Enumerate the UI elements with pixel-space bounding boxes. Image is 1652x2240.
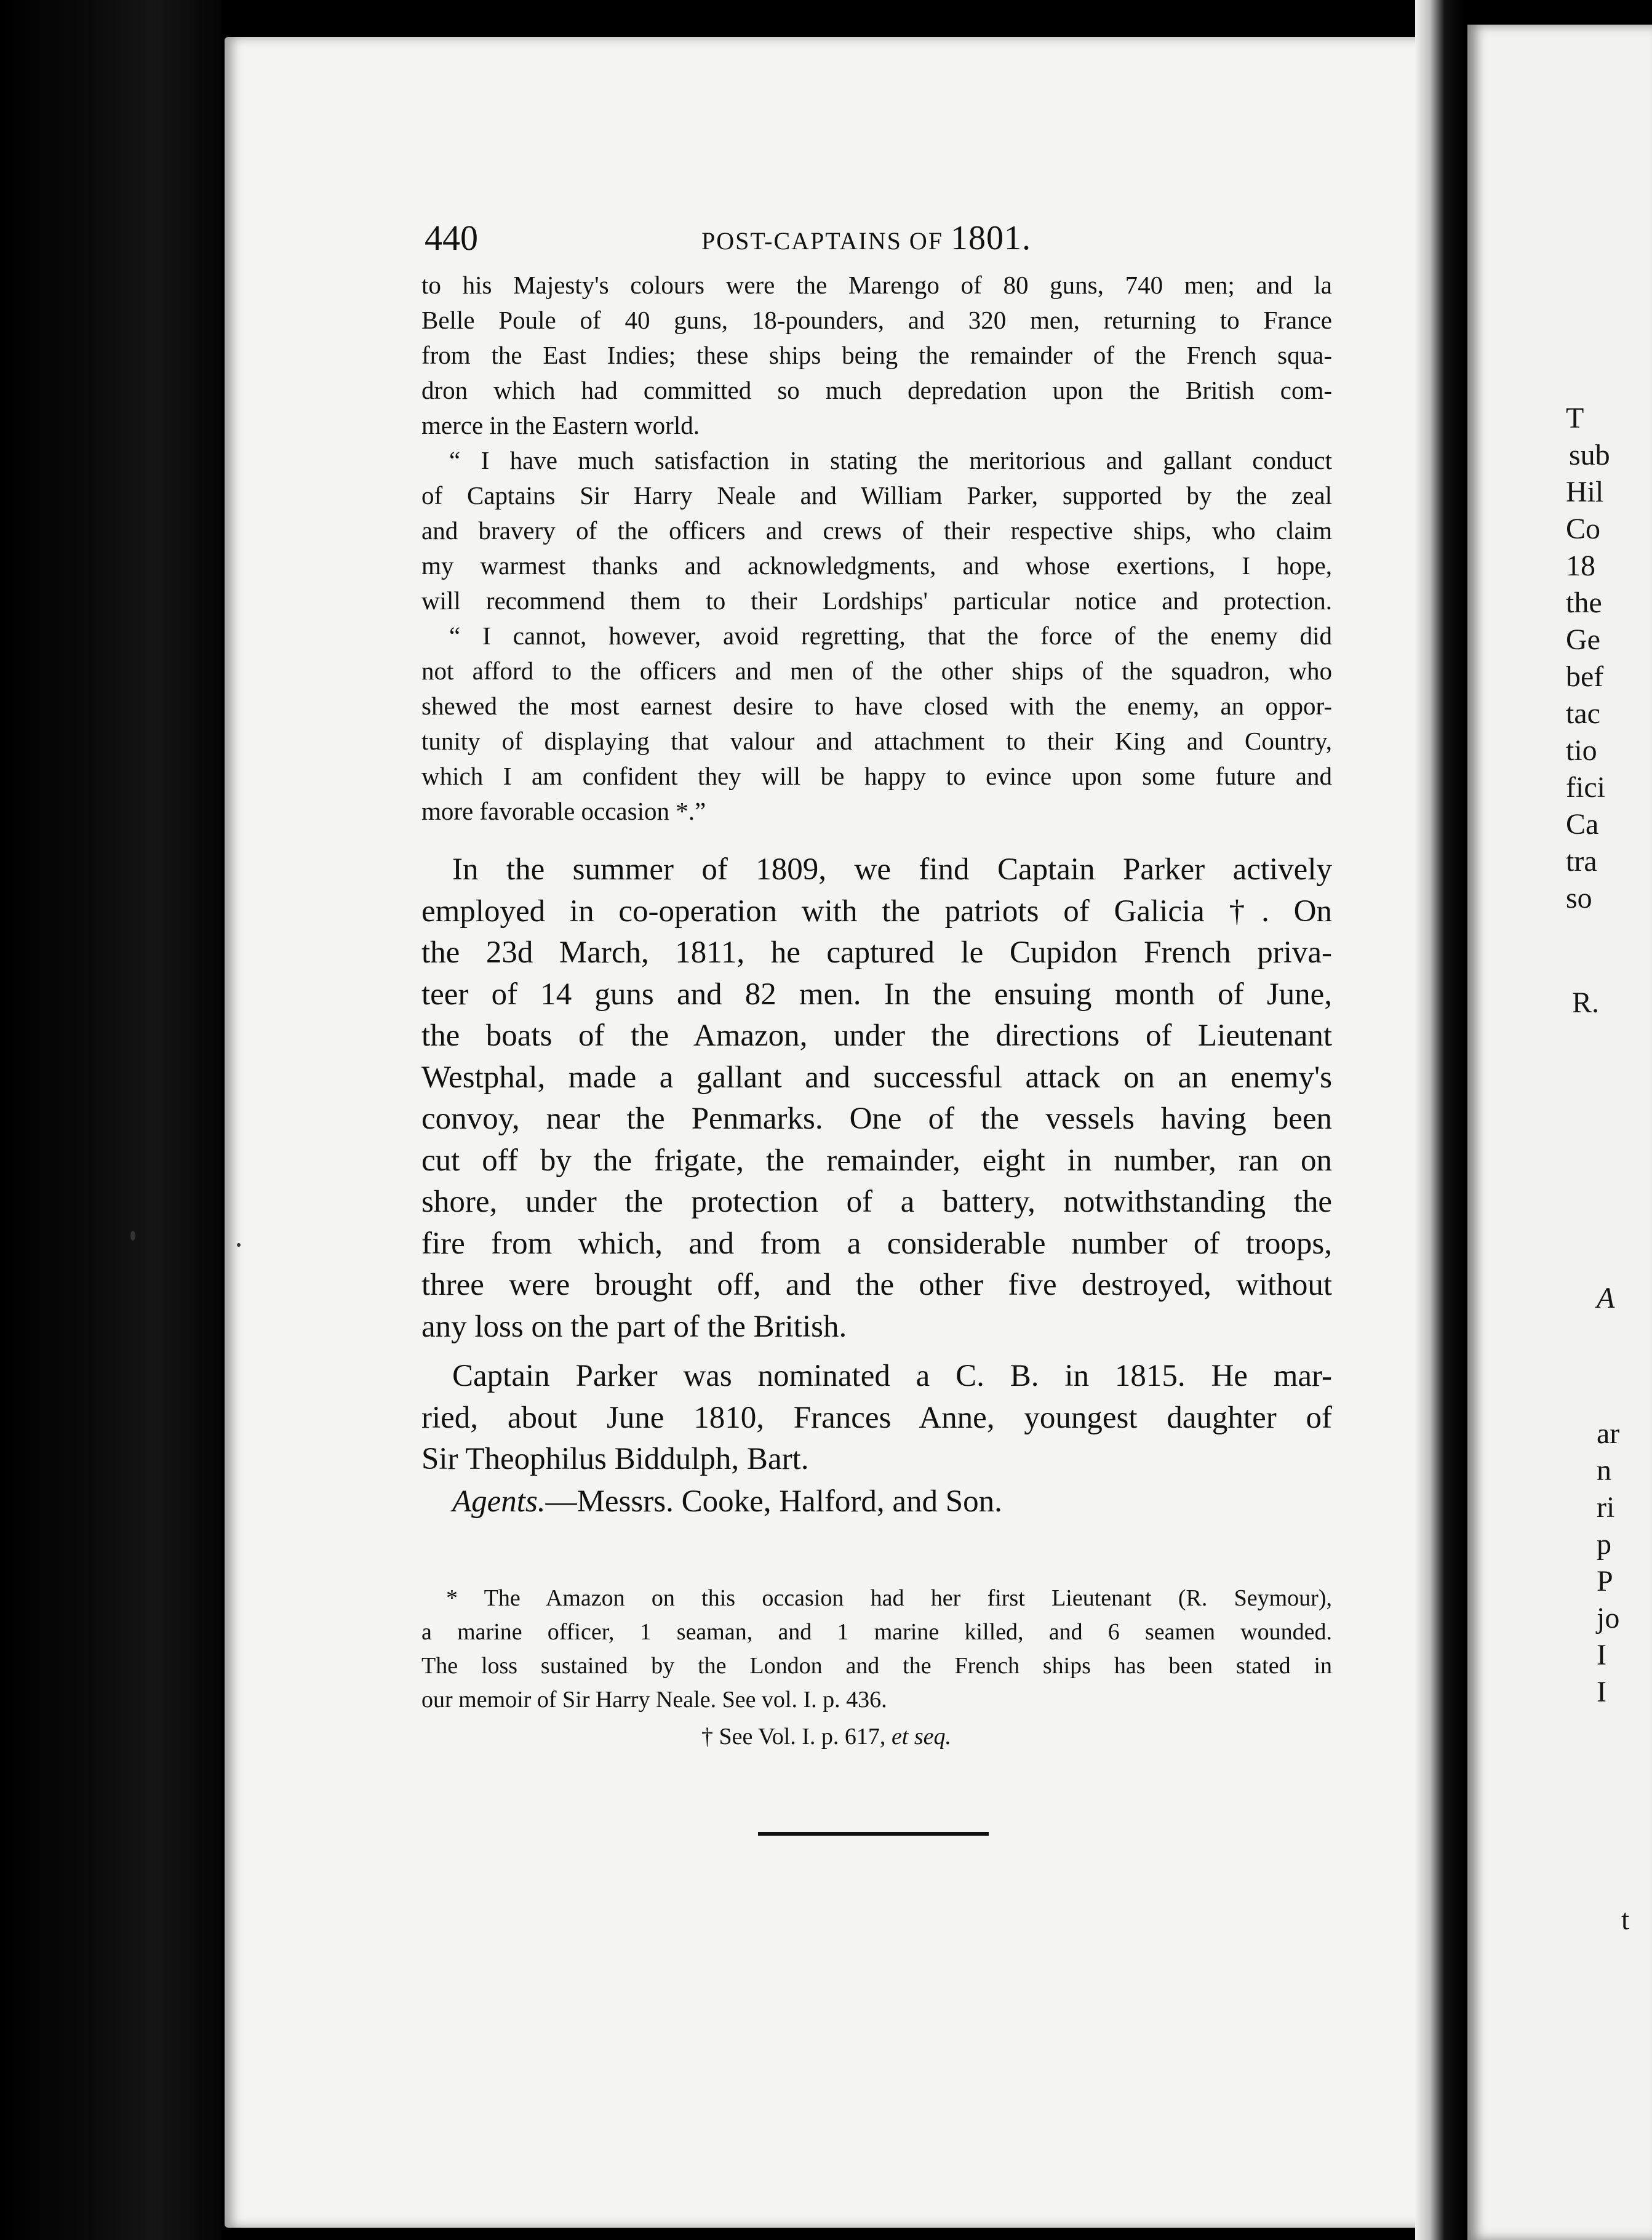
footnote — [421, 1582, 1332, 1717]
page-number: 440 — [425, 218, 478, 258]
text-line: Westphal, made a gallant and successful attack on an enemy's — [421, 1060, 1332, 1095]
text-line: cut off by the frigate, the remainder, eight in number, ran on — [421, 1143, 1332, 1178]
scan-speck — [237, 1243, 241, 1247]
facing-page-fragment: jo — [1597, 1602, 1620, 1634]
facing-page-fragment: Ca — [1566, 808, 1599, 841]
facing-page-fragment: R. — [1572, 986, 1600, 1019]
agents-line — [452, 1480, 1002, 1523]
text-line: convoy, near the Penmarks. One of the vessels having been — [421, 1102, 1332, 1136]
footnote-dagger — [701, 1720, 951, 1754]
text-line: tunity of displaying that valour and attachment to their King and Country, — [421, 727, 1332, 755]
facing-page-fragment: t — [1621, 1903, 1630, 1936]
book-edge — [0, 0, 221, 2240]
narrative-paragraph — [421, 849, 1332, 1348]
footnote-dagger-italic: et seq. — [891, 1724, 952, 1750]
text-line: Captain Parker was nominated a C. B. in 1815. He mar- — [452, 1359, 1332, 1393]
text-line: my warmest thanks and acknowledgments, and whose exertions, I hope, — [421, 551, 1332, 580]
text-line: Belle Poule of 40 guns, 18-pounders, and 320 men, returning to France — [421, 306, 1332, 334]
end-rule — [758, 1832, 989, 1836]
text-line: will recommend them to their Lordships' particular notice and protection. — [421, 586, 1332, 615]
text-line: three were brought off, and the other five destroyed, without — [421, 1268, 1332, 1302]
facing-page-fragment: A — [1597, 1282, 1615, 1314]
facing-page-fragment: the — [1566, 586, 1602, 619]
quoted-letter — [421, 268, 1332, 829]
text-line: and bravery of the officers and crews of their respective ships, who claim — [421, 516, 1332, 545]
facing-page-fragment: P — [1597, 1565, 1613, 1598]
footnote-line: The loss sustained by the London and the French ships has been stated in — [421, 1653, 1332, 1679]
facing-page-fragment: Hil — [1566, 476, 1604, 508]
scan-speck — [130, 1231, 135, 1241]
facing-page-fragment: 18 — [1566, 550, 1595, 582]
text-line: merce in the Eastern world. — [421, 411, 700, 439]
footnote-line: our memoir of Sir Harry Neale. See vol. I. p. 436. — [421, 1687, 887, 1713]
running-title — [701, 210, 1031, 269]
facing-page — [1467, 25, 1652, 2240]
text-line: employed in co-operation with the patriots of Galicia †. On — [421, 894, 1332, 929]
page-gutter — [1415, 0, 1464, 2240]
text-line: the boats of the Amazon, under the directions of Lieutenant — [421, 1018, 1332, 1053]
facing-page-fragment: so — [1566, 882, 1592, 914]
facing-page-fragment: Ge — [1566, 623, 1600, 656]
facing-page-fragment: T — [1566, 402, 1584, 434]
text-line: shore, under the protection of a battery, notwithstanding the — [421, 1185, 1332, 1219]
text-line: “ I cannot, however, avoid regretting, that the force of the enemy did — [449, 622, 1332, 650]
text-line: of Captains Sir Harry Neale and William Parker, supported by the zeal — [421, 481, 1332, 510]
running-title-text: POST-CAPTAINS OF — [701, 227, 943, 255]
facing-page-fragment: tra — [1566, 845, 1597, 878]
facing-page-fragment: I — [1597, 1639, 1606, 1671]
running-title-year: 1801. — [950, 219, 1031, 257]
text-line: dron which had committed so much depredation upon the British com- — [421, 376, 1332, 404]
text-line: which I am confident they will be happy to evince upon some future and — [421, 762, 1332, 790]
agents-text: —Messrs. Cooke, Halford, and Son. — [545, 1484, 1002, 1519]
text-line: Sir Theophilus Biddulph, Bart. — [421, 1442, 809, 1476]
text-line: ried, about June 1810, Frances Anne, youngest daughter of — [421, 1400, 1332, 1435]
facing-page-fragment: tio — [1566, 734, 1597, 767]
facing-page-fragment: p — [1597, 1528, 1611, 1561]
text-line: any loss on the part of the British. — [421, 1309, 847, 1344]
agents-label: Agents. — [452, 1484, 546, 1519]
text-line: In the summer of 1809, we find Captain Parker actively — [452, 852, 1332, 887]
footnote-line: * The Amazon on this occasion had her first Lieutenant (R. Seymour), — [446, 1585, 1332, 1611]
text-line: to his Majesty's colours were the Marengo of 80 guns, 740 men; and la — [421, 271, 1332, 299]
text-line: more favorable occasion *.” — [421, 797, 706, 825]
running-head — [425, 210, 1335, 266]
facing-page-fragment: n — [1597, 1454, 1611, 1487]
text-line: not afford to the officers and men of the other ships of the squadron, who — [421, 657, 1332, 685]
facing-page-fragment: Co — [1566, 513, 1601, 545]
facing-page-fragment: tac — [1566, 697, 1600, 730]
text-line: “ I have much satisfaction in stating the meritorious and gallant conduct — [449, 446, 1332, 474]
facing-page-fragment: I — [1597, 1676, 1606, 1708]
facing-page-fragment: sub — [1569, 439, 1610, 471]
text-line: teer of 14 guns and 82 men. In the ensuing month of June, — [421, 977, 1332, 1012]
text-line: fire from which, and from a considerable number of troops, — [421, 1226, 1332, 1261]
text-line: from the East Indies; these ships being the remainder of the French squa- — [421, 341, 1332, 369]
facing-page-fragment: fici — [1566, 771, 1605, 804]
biography-paragraph — [421, 1356, 1332, 1481]
facing-page-fragment: ar — [1597, 1417, 1620, 1450]
footnote-dagger-text: † See Vol. I. p. 617, — [701, 1724, 886, 1750]
facing-page-fragment: ri — [1597, 1491, 1615, 1524]
text-line: the 23d March, 1811, he captured le Cupidon French priva- — [421, 935, 1332, 970]
text-line: shewed the most earnest desire to have closed with the enemy, an oppor- — [421, 692, 1332, 720]
facing-page-fragment: bef — [1566, 660, 1604, 693]
footnote-line: a marine officer, 1 seaman, and 1 marine killed, and 6 seamen wounded. — [421, 1619, 1332, 1645]
